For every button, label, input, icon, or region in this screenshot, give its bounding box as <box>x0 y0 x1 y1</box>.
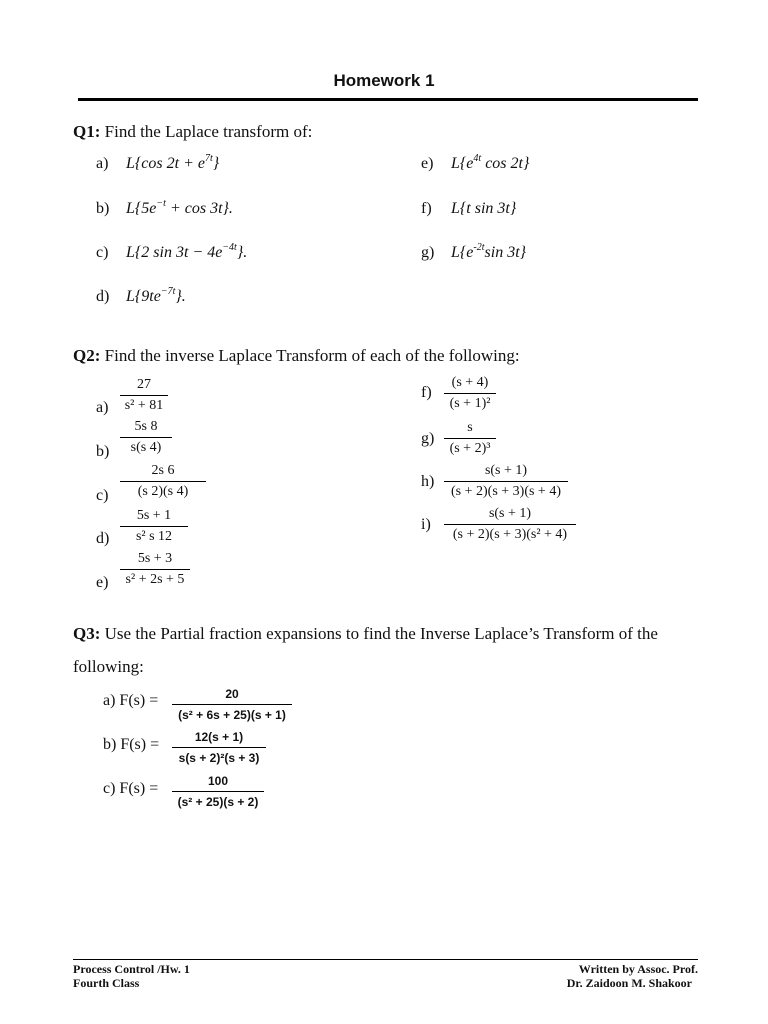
q1-item-f <box>421 198 516 218</box>
q2-item-label: a) <box>96 399 109 416</box>
denominator: (s² + 6s + 25)(s + 1) <box>178 708 286 722</box>
footer-class: Fourth Class <box>73 976 140 990</box>
numerator: 5s + 1 <box>136 508 172 523</box>
q2-item-label: b) <box>96 443 110 460</box>
q3-item-label: b) F(s) = <box>103 736 160 753</box>
q1-item-label: d) <box>96 288 110 305</box>
footer-author-name: Dr. Zaidoon M. Shakoor <box>566 976 692 990</box>
q3-heading <box>73 624 658 644</box>
denominator: s² s 12 <box>135 529 173 544</box>
q2-fraction-h <box>444 463 568 500</box>
q1-item-tail: cos 2t} <box>481 155 530 172</box>
q3-item-label: a) F(s) = <box>103 692 159 709</box>
q1-item-sup: −t <box>156 198 166 209</box>
q1-item-label: g) <box>421 244 435 261</box>
numerator: s <box>467 420 473 435</box>
numerator: s(s + 1) <box>488 506 532 521</box>
q2-text: Find the inverse Laplace Transform of each of the following: <box>104 346 520 365</box>
denominator: s² + 81 <box>124 398 164 413</box>
q1-item-sup: −7t <box>160 286 176 297</box>
numerator: 27 <box>137 377 151 392</box>
q1-item-b <box>96 198 233 218</box>
numerator: 20 <box>225 687 239 701</box>
q3-text-continued: following: <box>73 657 144 676</box>
denominator: (s 2)(s 4) <box>137 484 189 499</box>
denominator: (s + 2)³ <box>449 441 491 456</box>
q2-item-label: e) <box>96 574 109 591</box>
q1-item-expr: L{t sin 3t} <box>451 200 517 217</box>
q2-fraction-i <box>444 506 576 543</box>
q1-item-sup: −4t <box>222 242 237 253</box>
q1-item-expr: L{e <box>451 155 474 172</box>
q1-item-e <box>421 153 529 173</box>
title-divider <box>78 98 698 101</box>
q2-fraction-c <box>120 463 206 500</box>
denominator: (s + 2)(s + 3)(s + 4) <box>450 484 561 499</box>
denominator: s² + 2s + 5 <box>125 572 185 587</box>
numerator: 2s 6 <box>151 463 175 478</box>
page-title: Homework 1 <box>333 71 435 90</box>
numerator: (s + 4) <box>451 375 489 390</box>
q3-fraction-c <box>172 774 264 809</box>
q2-label: Q2: <box>73 346 101 365</box>
q1-item-tail: }. <box>175 288 186 305</box>
q2-fraction-e <box>120 551 190 588</box>
q3-item-label: c) F(s) = <box>103 780 159 797</box>
q2-item-label: d) <box>96 530 110 547</box>
q1-item-expr: L{e <box>451 244 474 261</box>
q1-item-label: f) <box>421 200 432 217</box>
q2-item-label: f) <box>421 384 432 401</box>
q1-label: Q1: <box>73 122 101 141</box>
denominator: (s + 2)(s + 3)(s² + 4) <box>452 527 568 542</box>
q1-item-tail: }. <box>236 244 248 261</box>
numerator: 5s 8 <box>134 419 158 434</box>
footer-author-title: Written by Assoc. Prof. <box>578 962 698 976</box>
q1-item-expr: L{cos 2t + e <box>126 155 205 172</box>
denominator: (s² + 25)(s + 2) <box>177 795 259 809</box>
q3-fraction-a <box>172 687 292 722</box>
q1-item-label: c) <box>96 244 109 261</box>
q1-item-sup: 7t <box>204 153 213 164</box>
q1-item-tail: } <box>212 155 220 172</box>
q1-item-sup: 4t <box>473 153 482 164</box>
q2-item-label: i) <box>421 516 431 533</box>
q1-item-label: a) <box>96 155 109 172</box>
q1-item-sup: -2t <box>473 242 485 253</box>
q2-item-label: h) <box>421 473 435 490</box>
q1-item-g <box>421 242 526 262</box>
q1-item-expr: L{5e <box>126 200 157 217</box>
q1-item-d <box>96 286 186 306</box>
footer-course: Process Control /Hw. 1 <box>73 962 190 976</box>
q2-fraction-f <box>444 375 496 412</box>
denominator: (s + 1)² <box>449 396 491 411</box>
q1-item-c <box>96 242 247 262</box>
q3-text: Use the Partial fraction expansions to find the Inverse Laplace’s Transform of the <box>104 624 658 643</box>
q2-fraction-g <box>444 420 496 457</box>
q1-item-expr: L{9te <box>126 288 161 305</box>
denominator: s(s 4) <box>130 440 162 455</box>
q1-item-label: e) <box>421 155 434 172</box>
q1-item-tail: + cos 3t}. <box>165 200 233 217</box>
q2-item-label: c) <box>96 487 109 504</box>
q1-item-tail: sin 3t} <box>484 244 527 261</box>
q1-item-expr: L{2 sin 3t − 4e <box>126 244 223 261</box>
numerator: s(s + 1) <box>484 463 528 478</box>
q1-item-a <box>96 153 219 173</box>
q2-item-label: g) <box>421 430 435 447</box>
footer-divider <box>73 959 698 960</box>
q1-text: Find the Laplace transform of: <box>104 122 313 141</box>
q2-fraction-a <box>120 377 168 414</box>
q1-heading <box>73 122 312 142</box>
q1-item-label: b) <box>96 200 110 217</box>
q2-heading <box>73 346 520 366</box>
q2-fraction-d <box>120 508 188 545</box>
denominator: s(s + 2)²(s + 3) <box>178 751 260 765</box>
q3-fraction-b <box>172 730 266 765</box>
q3-label: Q3: <box>73 624 101 643</box>
numerator: 100 <box>207 774 229 788</box>
numerator: 12(s + 1) <box>194 730 244 744</box>
q2-fraction-b <box>120 419 172 456</box>
numerator: 5s + 3 <box>137 551 173 566</box>
